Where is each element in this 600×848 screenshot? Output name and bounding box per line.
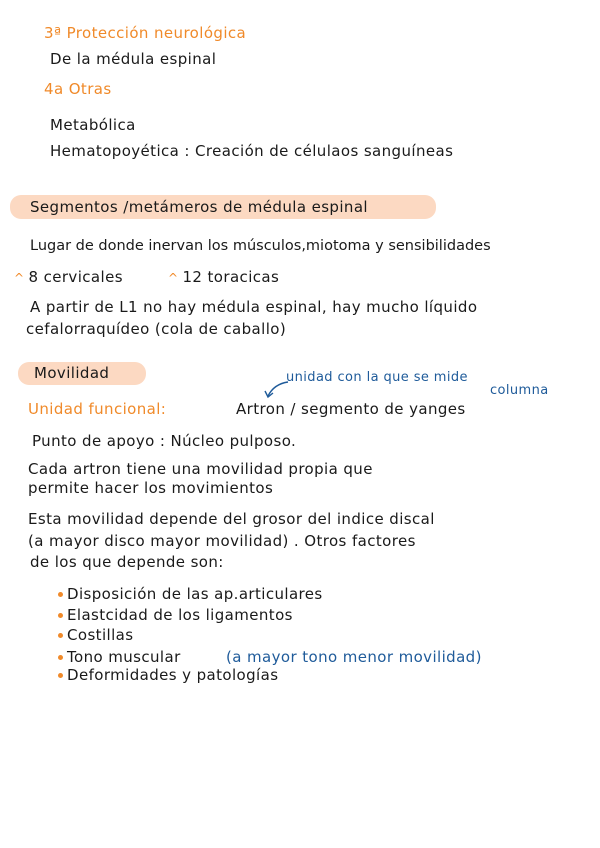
factor-text: Tono muscular	[67, 648, 181, 666]
bullet-icon	[58, 633, 63, 638]
bullet-icon	[58, 592, 63, 597]
segmentos-line4: cefalorraquídeo (cola de caballo)	[26, 320, 287, 338]
esta-line1: Esta movilidad depende del grosor del indice discal	[28, 510, 435, 528]
bullet-icon	[58, 655, 63, 660]
toracicas-text: 12 toracicas	[182, 268, 280, 286]
factor-item	[58, 606, 293, 624]
cervicales-text: 8 cervicales	[28, 268, 123, 286]
esta-line3: de los que depende son:	[30, 553, 224, 571]
segmentos-line1: Lugar de donde inervan los músculos,miotoma y sensibilidades	[30, 238, 491, 254]
unidad-value: Artron / segmento de yanges	[236, 400, 466, 418]
movilidad-title: Movilidad	[34, 364, 110, 382]
factor-text: Costillas	[67, 626, 134, 644]
factor-item	[58, 648, 181, 666]
factor-text: Disposición de las ap.articulares	[67, 585, 323, 603]
bullet-icon	[58, 673, 63, 678]
segmentos-line3: A partir de L1 no hay médula espinal, hay mucho líquido	[30, 298, 478, 316]
cada-line2: permite hacer los movimientos	[28, 479, 274, 497]
annotation-columna: columna	[490, 383, 549, 398]
factor-text: Deformidades y patologías	[67, 666, 279, 684]
caret-icon: ^	[168, 271, 179, 285]
otras-hematopoyetica: Hematopoyética : Creación de célulaos sanguíneas	[50, 142, 454, 160]
factor-text: Elastcidad de los ligamentos	[67, 606, 293, 624]
annotation-unidad: unidad con la que se mide	[286, 370, 468, 385]
heading-proteccion: 3ª Protección neurológica	[44, 24, 247, 42]
segmentos-cervicales	[14, 268, 123, 286]
esta-line2: (a mayor disco mayor movilidad) . Otros factores	[28, 532, 416, 550]
annotation-arrow-icon	[262, 378, 292, 400]
segmentos-toracicas	[168, 268, 279, 286]
factor-item	[58, 585, 323, 603]
otras-metabolica: Metabólica	[50, 116, 136, 134]
segmentos-title: Segmentos /metámeros de médula espinal	[30, 198, 368, 216]
factor-item	[58, 666, 278, 684]
unidad-label: Unidad funcional:	[28, 400, 167, 418]
heading-otras: 4a Otras	[44, 80, 112, 98]
caret-icon: ^	[14, 271, 25, 285]
proteccion-detail: De la médula espinal	[50, 50, 217, 68]
punto-apoyo: Punto de apoyo : Núcleo pulposo.	[32, 432, 297, 450]
bullet-icon	[58, 613, 63, 618]
factor-item	[58, 626, 133, 644]
tono-note: (a mayor tono menor movilidad)	[226, 648, 482, 666]
cada-line1: Cada artron tiene una movilidad propia que	[28, 460, 373, 478]
